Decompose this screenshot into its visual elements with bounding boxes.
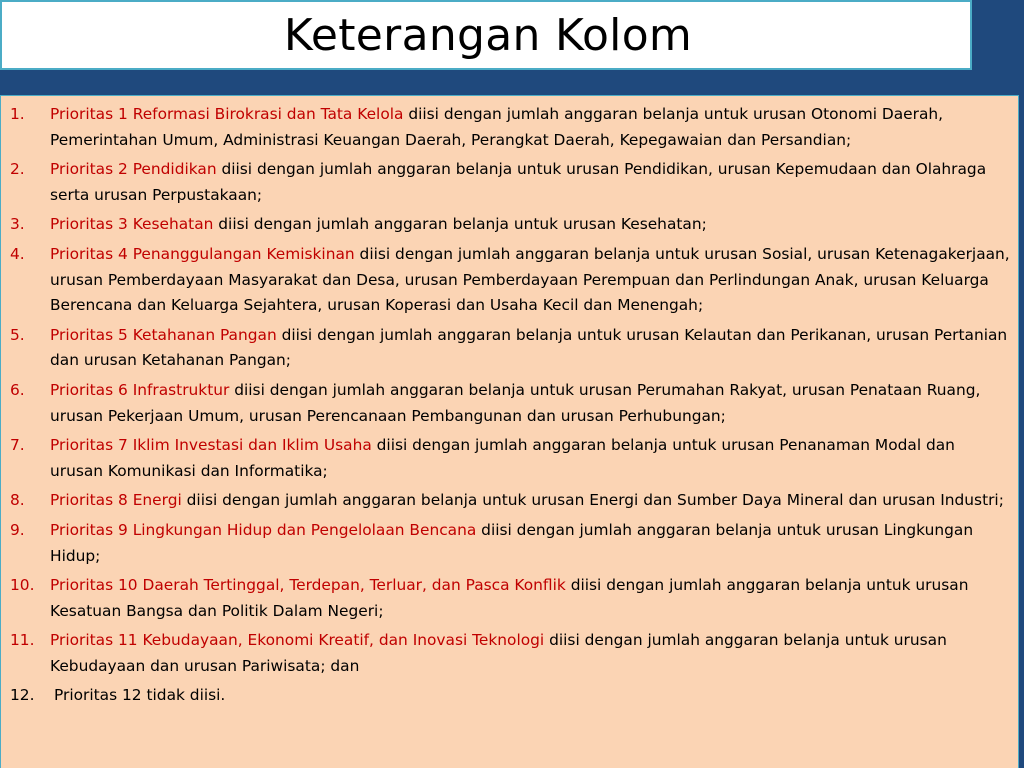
title-box xyxy=(0,0,972,70)
item-lead: Prioritas 9 Lingkungan Hidup dan Pengelolaan Bencana xyxy=(50,520,477,539)
item-number: 7. xyxy=(10,436,25,455)
item-text: diisi dengan jumlah anggaran belanja untuk urusan Energi dan Sumber Daya Mineral dan urusan Industri; xyxy=(181,491,1004,510)
list-item xyxy=(1,518,1018,569)
list-item xyxy=(1,323,1018,374)
item-text: diisi dengan jumlah anggaran belanja untuk urusan Pendidikan, urusan Kepemudaan dan Olahraga serta urusan Perpustakaan; xyxy=(50,160,987,204)
list-item xyxy=(1,683,1018,709)
item-number: 5. xyxy=(10,325,25,344)
item-number: 2. xyxy=(10,160,25,179)
list-item xyxy=(1,102,1018,153)
item-lead: Prioritas 1 Reformasi Birokrasi dan Tata Kelola xyxy=(50,105,404,123)
list-item xyxy=(1,157,1018,208)
list-item xyxy=(1,488,1018,514)
item-lead: Prioritas 7 Iklim Investasi dan Iklim Usaha xyxy=(50,436,372,455)
item-number: 9. xyxy=(10,520,25,539)
item-number: 8. xyxy=(10,491,25,510)
list-item xyxy=(1,573,1018,624)
item-text: diisi dengan jumlah anggaran belanja untuk urusan Lingkungan Hidup; xyxy=(50,520,974,565)
item-text: diisi dengan jumlah anggaran belanja untuk urusan Sosial, urusan Ketenagakerjaan, urusan Pemberdayaan Masyarakat dan Desa, urusan Pemberdayaan Perempuan dan Perlindungan Anak, urusan Keluarga Berencana dan Keluarga Sejahtera, urusan Koperasi dan Usaha Kecil dan Menengah; xyxy=(50,244,1010,315)
list-item xyxy=(1,212,1018,238)
item-number: 4. xyxy=(10,244,25,263)
item-text: diisi dengan jumlah anggaran belanja untuk urusan Kesatuan Bangsa dan Politik Dalam Negeri; xyxy=(50,576,969,620)
content-panel xyxy=(0,95,1019,768)
item-lead: Prioritas 12 tidak diisi. xyxy=(54,686,226,705)
item-number: 6. xyxy=(10,380,25,399)
list-item xyxy=(1,628,1018,679)
item-number: 11. xyxy=(10,631,35,650)
list-item xyxy=(1,378,1018,429)
item-lead: Prioritas 10 Daerah Tertinggal, Terdepan, Terluar, dan Pasca Konflik xyxy=(50,576,566,595)
item-lead: Prioritas 8 Energi xyxy=(50,491,182,510)
item-lead: Prioritas 3 Kesehatan xyxy=(50,215,214,234)
item-text: diisi dengan jumlah anggaran belanja untuk urusan Kesehatan; xyxy=(213,215,707,234)
item-lead: Prioritas 6 Infrastruktur xyxy=(50,380,230,399)
item-text: diisi dengan jumlah anggaran belanja untuk urusan Perumahan Rakyat, urusan Penataan Ruang, urusan Pekerjaan Umum, urusan Perencanaan Pembangunan dan urusan Perhubungan; xyxy=(50,380,981,425)
item-number: 1. xyxy=(10,105,25,123)
slide-title: Keterangan Kolom xyxy=(283,10,693,61)
list-item xyxy=(1,242,1018,319)
priority-list xyxy=(1,96,1018,709)
item-lead: Prioritas 5 Ketahanan Pangan xyxy=(50,325,277,344)
item-text: diisi dengan jumlah anggaran belanja untuk urusan Penanaman Modal dan urusan Komunikasi dan Informatika; xyxy=(50,436,955,480)
item-lead: Prioritas 2 Pendidikan xyxy=(50,160,217,179)
item-lead: Prioritas 4 Penanggulangan Kemiskinan xyxy=(50,244,355,263)
item-lead: Prioritas 11 Kebudayaan, Ekonomi Kreatif, dan Inovasi Teknologi xyxy=(50,631,545,650)
list-item xyxy=(1,433,1018,484)
item-number: 10. xyxy=(10,576,35,595)
item-number: 3. xyxy=(10,215,25,234)
item-text: diisi dengan jumlah anggaran belanja untuk urusan Kelautan dan Perikanan, urusan Pertanian dan urusan Ketahanan Pangan; xyxy=(50,325,1008,370)
item-text: diisi dengan jumlah anggaran belanja untuk urusan Otonomi Daerah, Pemerintahan Umum, Administrasi Keuangan Daerah, Perangkat Daerah, Kepegawaian dan Persandian; xyxy=(50,105,944,149)
item-number: 12. xyxy=(10,686,35,705)
item-text: diisi dengan jumlah anggaran belanja untuk urusan Kebudayaan dan urusan Pariwisata; dan xyxy=(50,631,947,675)
